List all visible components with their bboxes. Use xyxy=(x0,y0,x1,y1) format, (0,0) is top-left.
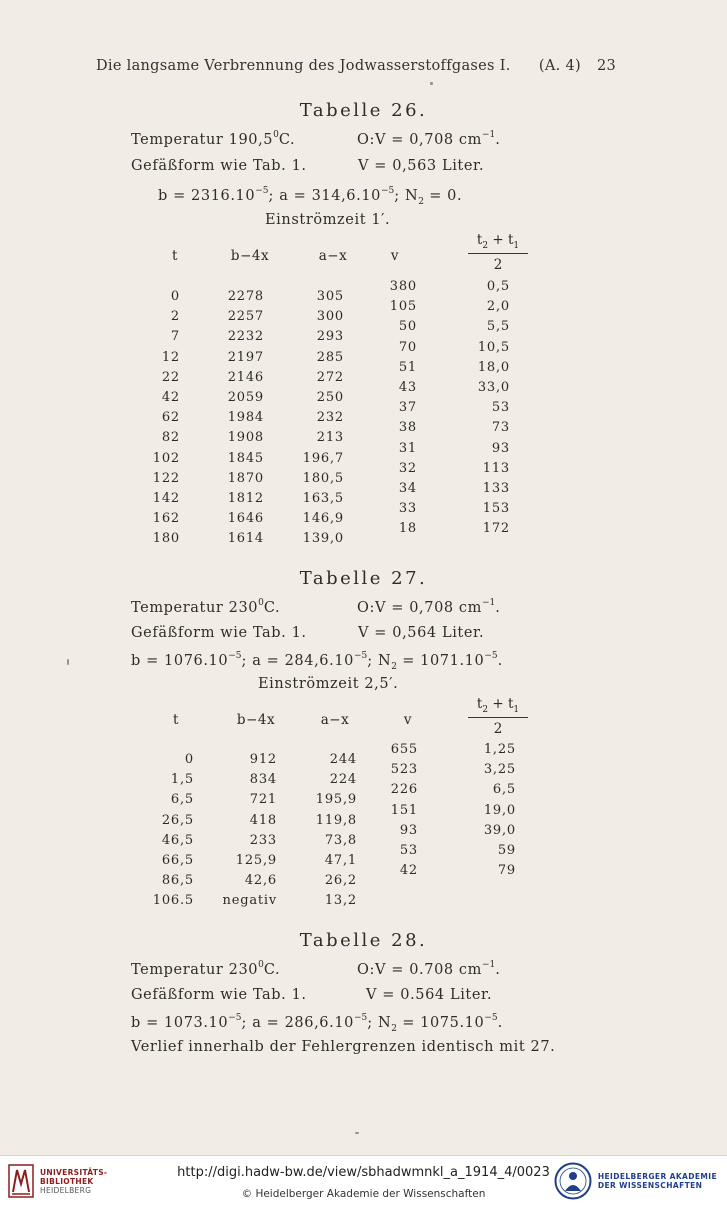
temp-unit: C. xyxy=(278,132,296,148)
a-exponent: −5 xyxy=(353,651,368,661)
b-minus-4x-cell: 1614 xyxy=(227,531,264,547)
academy-seal-icon xyxy=(554,1162,592,1200)
velocity-cell: 33 xyxy=(398,501,417,517)
table-27-title: Tabelle 27. xyxy=(299,568,428,589)
frac-sub-2: 2 xyxy=(482,241,489,251)
time-cell: 62 xyxy=(161,410,180,426)
a-value: ; a = 314,6.10 xyxy=(268,188,381,204)
b-exponent: −5 xyxy=(255,186,269,196)
b-minus-4x-cell: 2059 xyxy=(227,390,264,405)
b-minus-4x-cell: 2146 xyxy=(227,369,264,385)
a-minus-x-cell: 232 xyxy=(316,410,344,426)
n-value: = 0. xyxy=(423,188,463,204)
a-minus-x-cell: 139,0 xyxy=(302,531,344,547)
mean-time-cell: 133 xyxy=(482,481,510,496)
velocity-cell: 51 xyxy=(398,359,417,375)
velocity-cell: 18 xyxy=(398,521,417,537)
mean-time-cell: 5,5 xyxy=(486,319,510,335)
mean-time-cell: 3,25 xyxy=(483,762,516,778)
b-minus-4x-cell: 2278 xyxy=(227,289,264,304)
table-26-header-b: b−4x xyxy=(230,248,270,264)
time-cell: 122 xyxy=(152,470,180,486)
a-minus-x-cell: 213 xyxy=(316,430,344,446)
b-minus-4x-cell: 125,9 xyxy=(235,853,277,868)
a-minus-x-cell: 293 xyxy=(316,329,344,345)
time-cell: 0 xyxy=(184,752,194,767)
n-label: ; N xyxy=(394,188,419,204)
a-minus-x-cell: 47,1 xyxy=(324,853,357,868)
table-27-concentrations xyxy=(131,651,503,672)
time-cell: 180 xyxy=(152,531,180,547)
table-27-header-t-mean xyxy=(468,696,528,737)
b-minus-4x-cell: 2257 xyxy=(227,309,264,325)
a-minus-x-cell: 180,5 xyxy=(302,470,344,486)
table-26-inflow-time: Einströmzeit 1′. xyxy=(265,212,391,228)
academy-name-line-2: DER WISSENSCHAFTEN xyxy=(597,1181,703,1190)
n-subscript: 2 xyxy=(418,197,424,207)
velocity-cell: 31 xyxy=(398,440,417,456)
time-cell: 12 xyxy=(161,349,180,365)
ov-value: O:V = 0,708 cm xyxy=(357,600,483,616)
a-exponent: −5 xyxy=(353,1013,368,1023)
table-28-title: Tabelle 28. xyxy=(299,930,428,951)
b-minus-4x-cell: 1812 xyxy=(227,491,264,506)
table-26-title: Tabelle 26. xyxy=(299,100,428,121)
print-speck xyxy=(355,1132,359,1134)
mean-time-cell: 172 xyxy=(482,521,510,537)
time-cell: 66,5 xyxy=(161,853,194,868)
b-exponent: −5 xyxy=(228,1013,242,1023)
table-26-header-v: v xyxy=(390,248,400,264)
time-cell: 86,5 xyxy=(161,873,194,889)
ov-value: O:V = 0,708 cm xyxy=(357,132,483,148)
a-exponent: −5 xyxy=(380,186,395,196)
b-minus-4x-cell: 418 xyxy=(249,812,277,828)
time-cell: 142 xyxy=(152,491,180,506)
time-cell: 2 xyxy=(170,309,180,325)
b-minus-4x-cell: negativ xyxy=(222,893,277,909)
a-value: ; a = 286,6.10 xyxy=(241,1015,354,1031)
temp-value: Temperatur 230 xyxy=(131,962,259,978)
velocity-cell: 42 xyxy=(399,863,418,879)
a-minus-x-cell: 285 xyxy=(316,349,344,365)
velocity-cell: 523 xyxy=(390,762,418,778)
velocity-cell: 32 xyxy=(398,460,417,476)
table-27-header-a: a−x xyxy=(320,712,350,728)
time-cell: 7 xyxy=(170,329,180,345)
table-26-header-t-mean xyxy=(468,232,528,273)
running-head-title: Die langsame Verbrennung des Jodwasserstoffgases I. xyxy=(96,58,511,74)
b-minus-4x-cell: 1870 xyxy=(227,470,264,486)
frac-sub-1: 1 xyxy=(513,705,520,715)
academy-name xyxy=(598,1172,717,1190)
time-cell: 106.5 xyxy=(152,893,194,909)
velocity-cell: 105 xyxy=(389,299,417,315)
a-minus-x-cell: 300 xyxy=(316,309,344,325)
ov-end: . xyxy=(495,132,501,148)
frac-t: t xyxy=(476,232,483,248)
mean-time-cell: 33,0 xyxy=(477,380,510,395)
a-minus-x-cell: 163,5 xyxy=(302,491,344,506)
velocity-cell: 93 xyxy=(399,822,418,838)
table-27-vessel-form: Gefäßform wie Tab. 1. xyxy=(131,625,307,641)
table-27-header-b: b−4x xyxy=(236,712,276,728)
permalink-url[interactable]: http://digi.hadw-bw.de/view/sbhadwmnkl_a_1914_4/0023 xyxy=(177,1165,550,1180)
b-minus-4x-cell: 2197 xyxy=(227,349,264,365)
table-28-concentrations xyxy=(131,1013,503,1034)
time-cell: 82 xyxy=(161,430,180,446)
velocity-cell: 37 xyxy=(398,400,417,416)
frac-denominator: 2 xyxy=(493,257,503,273)
n-label: ; N xyxy=(367,1015,392,1031)
mean-time-cell: 59 xyxy=(497,843,516,858)
time-cell: 0 xyxy=(170,289,180,304)
b-minus-4x-cell: 42,6 xyxy=(244,873,277,889)
n-subscript: 2 xyxy=(391,1024,397,1034)
time-cell: 26,5 xyxy=(161,812,194,828)
a-minus-x-cell: 244 xyxy=(329,752,357,767)
b-value: b = 1076.10 xyxy=(131,653,229,669)
table-27-header-v: v xyxy=(403,712,413,728)
frac-t: t xyxy=(476,696,483,712)
uni-name-line-2: BIBLIOTHEK xyxy=(40,1176,94,1186)
temp-unit: C. xyxy=(263,600,281,616)
mean-time-cell: 153 xyxy=(482,501,510,517)
n-exponent: −5 xyxy=(484,651,498,661)
mean-time-cell: 53 xyxy=(491,400,510,416)
mean-time-cell: 2,0 xyxy=(486,299,510,315)
a-minus-x-cell: 224 xyxy=(329,772,357,788)
temp-value: Temperatur 190,5 xyxy=(131,132,274,148)
table-27-ov-ratio xyxy=(357,598,501,616)
b-exponent: −5 xyxy=(228,651,242,661)
ov-exponent: −1 xyxy=(482,960,496,970)
mean-time-cell: 1,25 xyxy=(483,742,516,757)
running-head xyxy=(96,58,616,74)
b-minus-4x-cell: 1845 xyxy=(227,450,264,466)
b-minus-4x-cell: 2232 xyxy=(227,329,264,345)
n-subscript: 2 xyxy=(391,662,397,672)
mean-time-cell: 19,0 xyxy=(483,802,516,818)
n-value: = 1075.10 xyxy=(396,1015,485,1031)
n-end: . xyxy=(497,653,503,669)
table-27-inflow-time: Einströmzeit 2,5′. xyxy=(258,676,399,692)
mean-time-cell: 0,5 xyxy=(486,279,510,294)
table-26-ov-ratio xyxy=(357,130,501,148)
a-minus-x-cell: 195,9 xyxy=(315,792,357,808)
velocity-cell: 655 xyxy=(390,742,418,757)
a-minus-x-cell: 272 xyxy=(316,369,344,385)
time-cell: 46,5 xyxy=(161,832,194,848)
ov-exponent: −1 xyxy=(482,130,496,140)
mean-time-cell: 39,0 xyxy=(483,822,516,838)
velocity-cell: 151 xyxy=(390,802,418,818)
mean-time-cell: 93 xyxy=(491,440,510,456)
ov-value: O:V = 0.708 cm xyxy=(357,962,483,978)
table-26-concentrations xyxy=(158,186,462,207)
table-28-temperature: Temperatur $230^0C$. xyxy=(131,960,281,978)
table-28-vessel-form: Gefäßform wie Tab. 1. xyxy=(131,987,307,1003)
table-26-temperature: Temperatur 190,5$^0$C. xyxy=(131,130,296,148)
academy-name-line-1: HEIDELBERGER AKADEMIE xyxy=(597,1172,717,1181)
ov-end: . xyxy=(495,600,501,616)
temp-unit: C. xyxy=(263,962,281,978)
mean-time-cell: 113 xyxy=(482,460,510,476)
b-minus-4x-cell: 1908 xyxy=(227,430,264,446)
b-minus-4x-cell: 721 xyxy=(249,792,277,808)
velocity-cell: 38 xyxy=(398,420,417,436)
page-number: 23 xyxy=(596,58,616,74)
frac-plus: + t xyxy=(488,232,514,248)
b-value: b = 2316.10 xyxy=(158,188,256,204)
time-cell: 42 xyxy=(161,390,180,405)
print-speck xyxy=(67,659,69,665)
table-28-note: Verlief innerhalb der Fehlergrenzen identisch mit 27. xyxy=(131,1039,556,1055)
table-27-temperature: Temperatur $230^0C$. xyxy=(131,598,281,616)
time-cell: 6,5 xyxy=(170,792,194,808)
n-value: = 1071.10 xyxy=(396,653,485,669)
b-minus-4x-cell: 1984 xyxy=(227,410,264,426)
time-cell: 102 xyxy=(152,450,180,466)
table-28-volume: V = 0.564 Liter. xyxy=(366,987,493,1003)
frac-denominator: 2 xyxy=(493,721,503,737)
frac-plus: + t xyxy=(488,696,514,712)
copyright-notice: © Heidelberger Akademie der Wissenschaften xyxy=(241,1188,486,1200)
mean-time-cell: 79 xyxy=(497,863,516,879)
time-cell: 162 xyxy=(152,511,180,527)
temp-value: Temperatur 230 xyxy=(131,600,259,616)
running-head-section: (A. 4) xyxy=(538,58,581,74)
n-label: ; N xyxy=(367,653,392,669)
table-26-vessel-form: Gefäßform wie Tab. 1. xyxy=(131,158,307,174)
a-minus-x-cell: 146,9 xyxy=(302,511,344,527)
time-cell: 1,5 xyxy=(170,772,194,788)
print-speck xyxy=(430,82,433,85)
b-minus-4x-cell: 912 xyxy=(249,752,277,767)
frac-sub-2: 2 xyxy=(482,705,489,715)
b-minus-4x-cell: 1646 xyxy=(227,511,264,527)
mean-time-cell: 73 xyxy=(491,420,510,436)
velocity-cell: 34 xyxy=(398,481,417,496)
a-minus-x-cell: 26,2 xyxy=(324,873,357,889)
a-minus-x-cell: 73,8 xyxy=(324,832,357,848)
ov-end: . xyxy=(495,962,501,978)
table-28-ov-ratio xyxy=(357,960,501,978)
table-26-volume: V = 0,563 Liter. xyxy=(358,158,485,174)
b-value: b = 1073.10 xyxy=(131,1015,229,1031)
velocity-cell: 380 xyxy=(389,279,417,294)
a-minus-x-cell: 196,7 xyxy=(302,450,344,466)
mean-time-cell: 10,5 xyxy=(477,339,510,355)
frac-sub-1: 1 xyxy=(513,241,520,251)
academy-logo[interactable] xyxy=(554,1162,717,1200)
uni-name-line-3: HEIDELBERG xyxy=(40,1185,92,1195)
b-minus-4x-cell: 834 xyxy=(249,772,277,788)
b-minus-4x-cell: 233 xyxy=(249,832,277,848)
mean-time-cell: 6,5 xyxy=(492,782,516,798)
velocity-cell: 53 xyxy=(399,843,418,858)
velocity-cell: 43 xyxy=(398,380,417,395)
table-27-volume: V = 0,564 Liter. xyxy=(358,625,485,641)
velocity-cell: 226 xyxy=(390,782,418,798)
a-value: ; a = 284,6.10 xyxy=(241,653,354,669)
mean-time-cell: 18,0 xyxy=(477,359,510,375)
time-cell: 22 xyxy=(161,369,180,385)
uni-name-line-1: UNIVERSITÄTS- xyxy=(40,1167,108,1177)
a-minus-x-cell: 13,2 xyxy=(324,893,357,909)
a-minus-x-cell: 119,8 xyxy=(315,812,357,828)
velocity-cell: 50 xyxy=(398,319,417,335)
a-minus-x-cell: 250 xyxy=(316,390,344,405)
digitization-footer xyxy=(0,1155,727,1207)
n-exponent: −5 xyxy=(484,1013,498,1023)
table-26-header-a: a−x xyxy=(318,248,348,264)
table-27-header-t: t xyxy=(173,712,179,728)
velocity-cell: 70 xyxy=(398,339,417,355)
n-end: . xyxy=(497,1015,503,1031)
running-head-right xyxy=(539,58,616,74)
table-26-header-t: t xyxy=(172,248,178,264)
ov-exponent: −1 xyxy=(482,598,496,608)
a-minus-x-cell: 305 xyxy=(316,289,344,304)
